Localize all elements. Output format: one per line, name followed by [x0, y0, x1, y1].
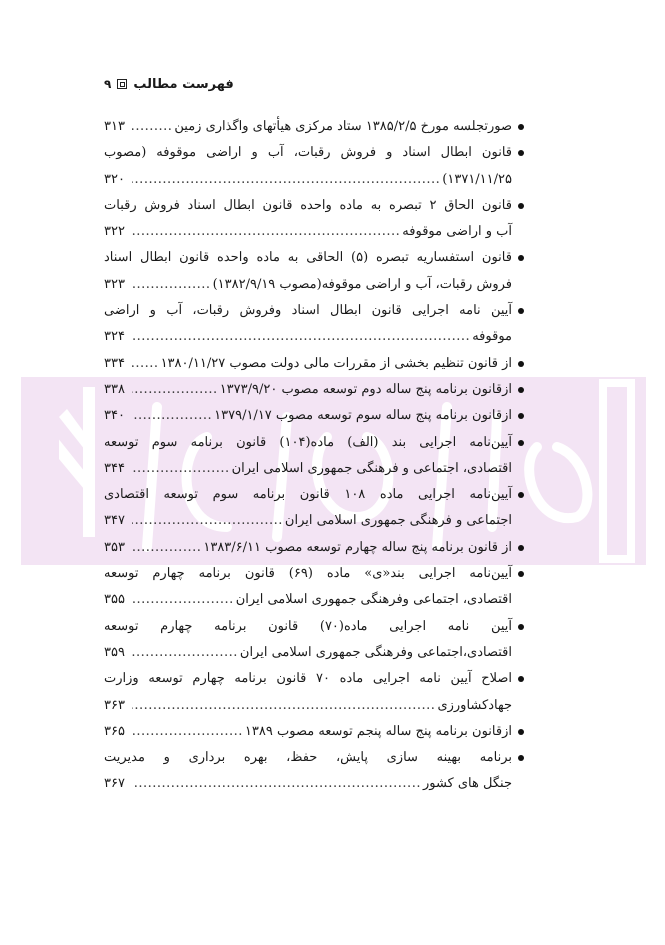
toc-entry-title: جنگل های کشور — [422, 776, 512, 792]
toc-entry[interactable] — [104, 298, 524, 351]
toc-entry-title: ازقانون برنامه پنج ساله دوم توسعه مصوب ۱۳۷۳/۹/۲۰ — [219, 381, 512, 397]
toc-entry-title: قانون الحاق ۲ تبصره به ماده واحده قانون ابطال اسناد فروش رقبات — [104, 197, 512, 213]
dot-leader — [132, 167, 440, 193]
toc-entry-title: آیین‌نامه اجرایی بند«ی» ماده (۶۹) قانون برنامه چهارم توسعه — [104, 566, 512, 582]
toc-entry-title: قانون ابطال اسناد و فروش رقبات، آب و اراضی موقوفه (مصوب — [104, 145, 512, 161]
bullet-icon — [518, 545, 524, 551]
toc-entry-title: ازقانون برنامه پنج ساله پنجم توسعه مصوب ۱۳۸۹ — [244, 723, 512, 739]
toc-entry[interactable] — [104, 403, 524, 429]
dot-leader — [132, 377, 218, 403]
toc-line — [104, 167, 512, 193]
toc-entry[interactable] — [104, 245, 524, 298]
toc-entry-title: جهادکشاورزی — [437, 697, 512, 713]
toc-entry-title: اقتصادی، اجتماعی وفرهنگی جمهوری اسلامی ایران — [235, 592, 512, 608]
dot-leader — [132, 324, 470, 350]
toc-page-number[interactable]: ۳۶۵ — [104, 723, 125, 739]
toc-entry-title: ۱۳۷۱/۱۱/۲۵) — [442, 171, 512, 187]
toc-page-number[interactable]: ۳۴۰ — [104, 408, 125, 424]
toc-entry[interactable] — [104, 430, 524, 483]
dot-leader — [132, 640, 238, 666]
toc-entry-title: برنامه بهینه سازی پایش، حفظ، بهره برداری و مدیریت — [104, 750, 512, 766]
toc-line — [104, 535, 512, 561]
bullet-icon — [518, 308, 524, 314]
square-ornament-icon — [117, 79, 127, 89]
bullet-icon — [518, 255, 524, 261]
toc-page-number[interactable]: ۳۲۰ — [104, 171, 125, 187]
bullet-icon — [518, 440, 524, 446]
toc-line — [104, 508, 512, 534]
dot-leader — [132, 771, 421, 797]
toc-entry[interactable] — [104, 666, 524, 719]
toc-page-number[interactable]: ۳۵۵ — [104, 592, 125, 608]
dot-leader — [132, 719, 243, 745]
toc-line — [104, 587, 512, 613]
toc-entry[interactable] — [104, 377, 524, 403]
bullet-icon — [518, 492, 524, 498]
toc-entry-title: صورتجلسه مورخ ۱۳۸۵/۲/۵ ستاد مرکزی هیأتهای واگذاری زمین — [174, 119, 512, 134]
toc-entry-title: موقوفه — [472, 329, 512, 345]
toc-entry[interactable] — [104, 535, 524, 561]
toc-line — [104, 245, 512, 271]
toc-entry-title: آب و اراضی موقوفه — [402, 224, 512, 240]
toc-line — [104, 561, 512, 587]
toc-entry-title: اصلاح آیین نامه اجرایی ماده ۷۰ قانون برنامه چهارم توسعه وزارت — [104, 671, 512, 687]
bullet-icon — [518, 387, 524, 393]
toc-line — [104, 456, 512, 482]
toc-entry-title: اقتصادی، اجتماعی و فرهنگی جمهوری اسلامی ایران — [231, 460, 512, 476]
toc-line — [104, 219, 512, 245]
toc-entry[interactable] — [104, 114, 524, 140]
toc-page-number[interactable]: ۳۴۴ — [104, 460, 125, 476]
bullet-icon — [518, 203, 524, 209]
toc-entry-title: اجتماعی و فرهنگی جمهوری اسلامی ایران — [284, 513, 512, 529]
toc-page-number[interactable]: ۳۶۷ — [104, 776, 125, 792]
toc-entry-title: ازقانون برنامه پنج ساله سوم توسعه مصوب ۱۳۷۹/۱/۱۷ — [214, 408, 512, 424]
toc-page-number[interactable]: ۳۲۳ — [104, 276, 125, 292]
toc-line — [104, 298, 512, 324]
toc-entry-title: آیین نامه اجرایی ماده(۷۰) قانون برنامه چهارم توسعه — [104, 618, 512, 634]
toc-line — [104, 693, 512, 719]
toc-line — [104, 403, 512, 429]
toc-entry[interactable] — [104, 482, 524, 535]
toc-line — [104, 377, 512, 403]
dot-leader — [132, 587, 234, 613]
toc-line — [104, 193, 512, 219]
toc-entry[interactable] — [104, 193, 524, 246]
toc-entry-title: آیین‌نامه اجرایی بند (الف) ماده(۱۰۴) قانون برنامه سوم توسعه — [104, 434, 512, 450]
dot-leader — [132, 693, 435, 719]
toc-page-number[interactable]: ۳۶۳ — [104, 697, 125, 713]
toc-entry-title: آیین نامه اجرایی قانون ابطال اسناد وفروش رقبات، آب و اراضی — [104, 303, 512, 319]
toc-entry-title: آیین‌نامه اجرایی ماده ۱۰۸ قانون برنامه سوم توسعه اقتصادی — [104, 487, 513, 503]
toc-line — [104, 140, 512, 166]
page-title: فهرست مطالب — [133, 76, 234, 92]
toc-line — [104, 614, 512, 640]
dot-leader — [132, 351, 159, 377]
dot-leader — [132, 508, 283, 534]
dot-leader — [132, 403, 212, 429]
toc-line — [104, 324, 512, 350]
toc-line — [104, 482, 512, 508]
toc-entry[interactable] — [104, 614, 524, 667]
toc-page-number[interactable]: ۳۲۲ — [104, 224, 125, 240]
toc-page-number[interactable]: ۳۲۴ — [104, 329, 125, 345]
toc-line — [104, 272, 512, 298]
bullet-icon — [518, 124, 524, 130]
dot-leader — [132, 114, 172, 140]
table-of-contents — [104, 114, 524, 798]
toc-line — [104, 719, 512, 745]
bullet-icon — [518, 624, 524, 630]
toc-page-number[interactable]: ۳۳۸ — [104, 381, 125, 397]
toc-entry-title: اقتصادی،اجتماعی وفرهنگی جمهوری اسلامی ایران — [239, 644, 512, 660]
toc-line — [104, 430, 512, 456]
bullet-icon — [518, 413, 524, 419]
toc-entry[interactable] — [104, 140, 524, 193]
dot-leader — [132, 219, 400, 245]
page-number: ۹ — [104, 77, 112, 91]
toc-entry-title: قانون استفساریه تبصره (۵) الحاقی به ماده واحده قانون ابطال اسناد — [104, 250, 512, 266]
toc-line — [104, 351, 512, 377]
toc-line — [104, 114, 512, 140]
toc-page-number[interactable]: ۳۱۳ — [104, 119, 125, 134]
toc-line — [104, 771, 512, 797]
running-header — [104, 72, 264, 96]
toc-entry-title: از قانون تنظیم بخشی از مقررات مالی دولت مصوب ۱۳۸۰/۱۱/۲۷ — [160, 355, 512, 371]
toc-line — [104, 666, 512, 692]
toc-entry-title: از قانون برنامه پنج ساله چهارم توسعه مصوب ۱۳۸۳/۶/۱۱ — [203, 539, 512, 555]
toc-page-number[interactable]: ۳۵۹ — [104, 644, 125, 660]
dot-leader — [132, 535, 201, 561]
toc-entry-title: فروش رقبات، آب و اراضی موقوفه(مصوب ۱۳۸۲/۹/۱۹) — [212, 276, 512, 292]
bullet-icon — [518, 361, 524, 367]
bullet-icon — [518, 676, 524, 682]
dot-leader — [132, 456, 230, 482]
toc-entry[interactable] — [104, 351, 524, 377]
toc-line — [104, 745, 512, 771]
bullet-icon — [518, 571, 524, 577]
bullet-icon — [518, 729, 524, 735]
dot-leader — [132, 272, 211, 298]
toc-line — [104, 640, 512, 666]
toc-entry[interactable] — [104, 745, 524, 798]
bullet-icon — [518, 150, 524, 156]
toc-entry[interactable] — [104, 719, 524, 745]
toc-page-number[interactable]: ۳۵۳ — [104, 539, 125, 555]
toc-page-number[interactable]: ۳۴۷ — [104, 513, 125, 529]
bullet-icon — [518, 755, 524, 761]
toc-entry[interactable] — [104, 561, 524, 614]
toc-page-number[interactable]: ۳۳۴ — [104, 355, 125, 371]
